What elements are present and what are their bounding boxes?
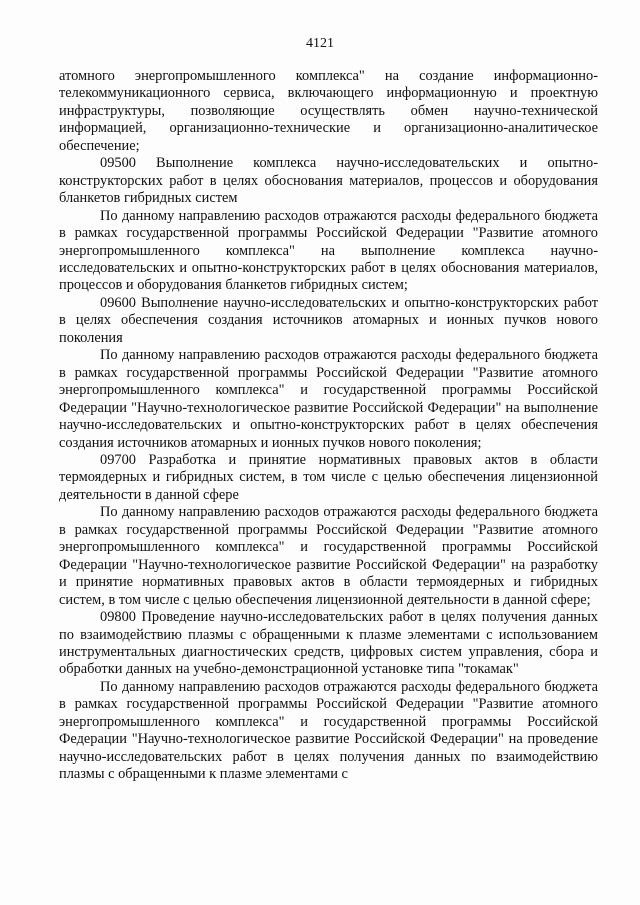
section-heading-09700: 09700 Разработка и принятие нормативных правовых актов в области термоядерных и гибридных систем, в том числе с целью обеспечения лицензионной деятельности в данной сфере [59, 451, 598, 503]
page-number: 4121 [306, 36, 334, 51]
section-heading-09500: 09500 Выполнение комплекса научно-исследовательских и опытно-конструкторских работ в целях обоснования материалов, процессов и оборудования бланкетов гибридных систем [59, 155, 598, 207]
paragraph-09800-description: По данному направлению расходов отражаются расходы федерального бюджета в рамках государственной программы Российской Федерации "Развитие атомного энергопромышленного комплекса" и государственной программы Российской Федерации "Научно-технологическое развитие Российской Федерации" на проведение научно-исследовательских работ в целях получения данных по взаимодействию плазмы с обращенными к плазме элементами с [59, 678, 598, 783]
paragraph-09500-description: По данному направлению расходов отражаются расходы федерального бюджета в рамках государственной программы Российской Федерации "Развитие атомного энергопромышленного комплекса" на выполнение комплекса научно-исследовательских и опытно-конструкторских работ в целях обоснования материалов, процессов и оборудования бланкетов гибридных систем; [59, 207, 598, 294]
document-body [59, 68, 598, 784]
paragraph-continuation: атомного энергопромышленного комплекса" на создание информационно-телекоммуникационного сервиса, включающего информационную и проектную инфраструктуры, позволяющие осуществлять обмен научно-технической информацией, организационно-технические и организационно-аналитическое обеспечение; [59, 68, 598, 154]
section-heading-09600: 09600 Выполнение научно-исследовательских и опытно-конструкторских работ в целях обеспечения создания источников атомарных и ионных пучков нового поколения [59, 294, 598, 346]
paragraph-09600-description: По данному направлению расходов отражаются расходы федерального бюджета в рамках государственной программы Российской Федерации "Развитие атомного энергопромышленного комплекса" и государственной программы Российской Федерации "Научно-технологическое развитие Российской Федерации" на выполнение научно-исследовательских и опытно-конструкторских работ в целях обеспечения создания источников атомарных и ионных пучков нового поколения; [59, 347, 598, 451]
section-heading-09800: 09800 Проведение научно-исследовательских работ в целях получения данных по взаимодействию плазмы с обращенными к плазме элементами с использованием инструментальных диагностических средств, цифровых систем управления, сбора и обработки данных на учебно-демонстрационной установке типа "токамак" [59, 609, 598, 678]
paragraph-09700-description: По данному направлению расходов отражаются расходы федерального бюджета в рамках государственной программы Российской Федерации "Развитие атомного энергопромышленного комплекса" и государственной программы Российской Федерации "Научно-технологическое развитие Российской Федерации" на разработку и принятие нормативных правовых актов в области термоядерных и гибридных систем, в том числе с целью обеспечения лицензионной деятельности в данной сфере; [59, 504, 598, 608]
